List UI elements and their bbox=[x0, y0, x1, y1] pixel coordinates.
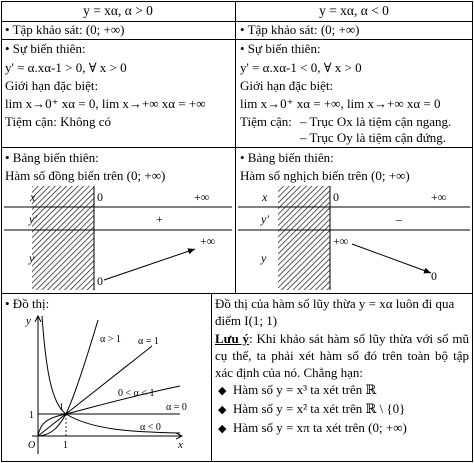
header-left bbox=[1, 3, 235, 19]
x-zero: 0 bbox=[97, 190, 103, 204]
graph-title: • Đồ thị: bbox=[5, 296, 50, 311]
variation-left-asymptote: Tiệm cận: Không có bbox=[5, 114, 112, 129]
point-i-label: I bbox=[60, 402, 63, 412]
note-luu-y bbox=[215, 330, 469, 381]
y-axis-label: y bbox=[26, 315, 31, 327]
diamond-icon: ◆ bbox=[218, 385, 227, 397]
power-function-graph bbox=[2, 312, 210, 460]
variation-table-right bbox=[238, 186, 470, 290]
table-left-title: • Bảng biến thiên: bbox=[5, 150, 99, 165]
row-yprime-label: y' bbox=[261, 212, 269, 226]
note-item bbox=[218, 401, 405, 417]
header-left-text: y = xα, α > 0 bbox=[83, 3, 153, 18]
table-right-title: • Bảng biến thiên: bbox=[240, 150, 334, 165]
variation-right-asymptote-2: – Trục Oy là tiệm cận đứng. bbox=[300, 130, 447, 145]
variation-left-title: • Sự biến thiên: bbox=[5, 41, 86, 56]
row-y-label: y bbox=[261, 251, 267, 265]
x-infinity: +∞ bbox=[431, 190, 447, 204]
note-luu-y-label: Lưu ý bbox=[215, 331, 250, 346]
derivative-sign: + bbox=[156, 212, 163, 226]
header-right bbox=[236, 3, 472, 19]
row-x-label: x bbox=[262, 190, 268, 204]
note-item-text: Hàm số y = x² ta xét trên ℝ \ {0} bbox=[232, 401, 406, 416]
y-infinity: +∞ bbox=[200, 234, 216, 248]
increasing-arrow bbox=[104, 249, 195, 280]
variation-left-limits: lim x→0⁺ xα = 0, lim x→+∞ xα = +∞ bbox=[5, 96, 206, 111]
x-infinity: +∞ bbox=[194, 190, 210, 204]
row-divider bbox=[1, 147, 473, 148]
label-alpha-0-1: 0 < α < 1 bbox=[118, 388, 155, 399]
domain-left: • Tập khảo sát: (0; +∞) bbox=[5, 22, 125, 37]
variation-table-left bbox=[4, 186, 232, 290]
tick-1-x: 1 bbox=[63, 440, 68, 451]
hatched-region bbox=[278, 186, 330, 290]
label-alpha-eq-0: α = 0 bbox=[166, 402, 187, 413]
x-axis-label: x bbox=[178, 439, 183, 451]
variation-left-limits-title: Giới hạn đặc biệt: bbox=[5, 78, 99, 93]
header-right-text: y = xα, α < 0 bbox=[319, 3, 389, 18]
note-intro bbox=[215, 295, 469, 329]
label-alpha-eq-1: α = 1 bbox=[138, 336, 159, 347]
label-alpha-lt-0: α < 0 bbox=[140, 422, 161, 433]
row-divider bbox=[1, 293, 473, 294]
diamond-icon: ◆ bbox=[218, 423, 227, 435]
tick-1-y: 1 bbox=[29, 410, 34, 421]
row-x-label: x bbox=[30, 190, 36, 204]
decreasing-arrow bbox=[352, 244, 431, 273]
variation-right-asymptote-label: Tiệm cận: bbox=[240, 114, 292, 129]
note-item-text: Hàm số y = xπ ta xét trên (0; +∞) bbox=[232, 420, 407, 435]
variation-right-limits: lim x→0⁺ xα = +∞, lim x→+∞ xα = 0 bbox=[240, 96, 441, 111]
row-divider bbox=[1, 39, 473, 40]
origin-label: O bbox=[28, 440, 36, 451]
note-item bbox=[218, 382, 376, 398]
domain-right: • Tập khảo sát: (0; +∞) bbox=[240, 22, 360, 37]
variation-right-limits-title: Giới hạn đặc biệt: bbox=[240, 78, 334, 93]
note-intro-text: Đồ thị của hàm số lũy thừa y = xα luôn đi qua điểm I(1; 1) bbox=[215, 296, 455, 328]
table-left-desc: Hàm số đồng biến trên (0; +∞) bbox=[5, 168, 166, 183]
x-zero: 0 bbox=[333, 190, 339, 204]
y-infinity: +∞ bbox=[333, 234, 349, 248]
variation-right-title: • Sự biến thiên: bbox=[240, 41, 321, 56]
row-y-label: y bbox=[29, 251, 35, 265]
note-item-text: Hàm số y = x³ ta xét trên ℝ bbox=[232, 382, 377, 397]
row-yprime-label: y' bbox=[29, 212, 37, 226]
variation-left-derivative: y' = α.xα-1 > 0, ∀ x > 0 bbox=[5, 60, 127, 75]
y-zero: 0 bbox=[431, 269, 437, 283]
curve-alpha-gt-1 bbox=[38, 320, 98, 436]
label-alpha-gt-1: α > 1 bbox=[100, 334, 121, 345]
note-luu-y-text: : Khi khảo sát hàm số lũy thừa với số mũ cụ thể, ta phải xét hàm số đó trên toàn bộ tập xác định của nó. Chẳng hạn: bbox=[215, 331, 470, 380]
diamond-icon: ◆ bbox=[218, 404, 227, 416]
y-zero: 0 bbox=[97, 274, 103, 288]
hatched-region bbox=[32, 186, 94, 290]
column-divider-bottom bbox=[211, 293, 212, 462]
note-item bbox=[218, 420, 407, 436]
variation-right-asymptote-1: – Trục Ox là tiệm cận ngang. bbox=[300, 114, 452, 129]
table-right-desc: Hàm số nghịch biến trên (0; +∞) bbox=[240, 168, 410, 183]
variation-right-derivative: y' = α.xα-1 < 0, ∀ x > 0 bbox=[240, 60, 362, 75]
derivative-sign: – bbox=[396, 212, 402, 226]
